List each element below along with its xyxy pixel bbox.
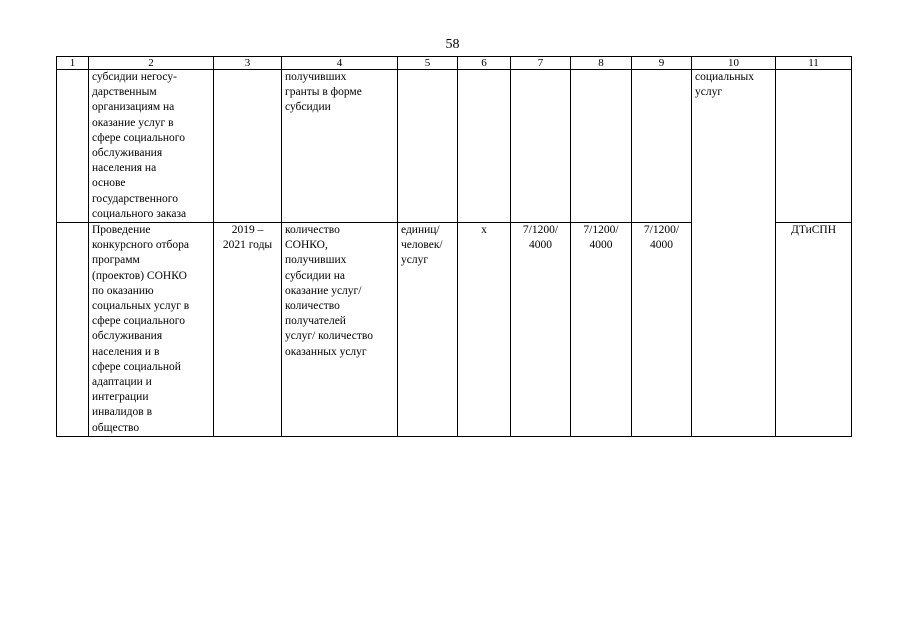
plan-table [56,56,852,437]
cell-period: 2019 – 2021 годы [214,223,282,437]
cell-empty [57,70,89,223]
col-header-2: 2 [89,57,214,70]
cell-empty [57,223,89,437]
cell-empty [571,70,632,223]
col-header-3: 3 [214,57,282,70]
cell-activity-continued: субсидии негосу- дарственным организациям на оказание услуг в сфере социального обслуживания населения на основе государственного социального заказа [89,70,214,223]
col-header-4: 4 [282,57,398,70]
cell-base-value: х [458,223,511,437]
col-header-9: 9 [632,57,692,70]
col-header-11: 11 [776,57,852,70]
cell-indicator: количество СОНКО, получивших субсидии на оказание услуг/ количество получателей услуг/ количество оказанных услуг [282,223,398,437]
col-header-5: 5 [398,57,458,70]
column-number-row [57,57,852,70]
col-header-8: 8 [571,57,632,70]
col-header-7: 7 [511,57,571,70]
cell-empty [398,70,458,223]
cell-empty [511,70,571,223]
cell-empty [214,70,282,223]
col-header-1: 1 [57,57,89,70]
cell-indicator-continued: получивших гранты в форме субсидии [282,70,398,223]
cell-activity: Проведение конкурсного отбора программ (проектов) СОНКО по оказанию социальных услуг в сфере социального обслуживания населения и в сфере социальной адаптации и интеграции инвалидов в общество [89,223,214,437]
col-header-10: 10 [692,57,776,70]
cell-executor: ДТиСПН [776,223,852,437]
cell-value-2020: 7/1200/ 4000 [571,223,632,437]
page-number: 58 [445,37,460,52]
cell-value-2019: 7/1200/ 4000 [511,223,571,437]
cell-empty [776,70,852,223]
cell-unit: единиц/ человек/ услуг [398,223,458,437]
cell-empty [632,70,692,223]
cell-value-2021: 7/1200/ 4000 [632,223,692,437]
cell-empty [458,70,511,223]
cell-result-continued: социальных услуг [692,70,776,437]
table-row [57,70,852,223]
col-header-6: 6 [458,57,511,70]
